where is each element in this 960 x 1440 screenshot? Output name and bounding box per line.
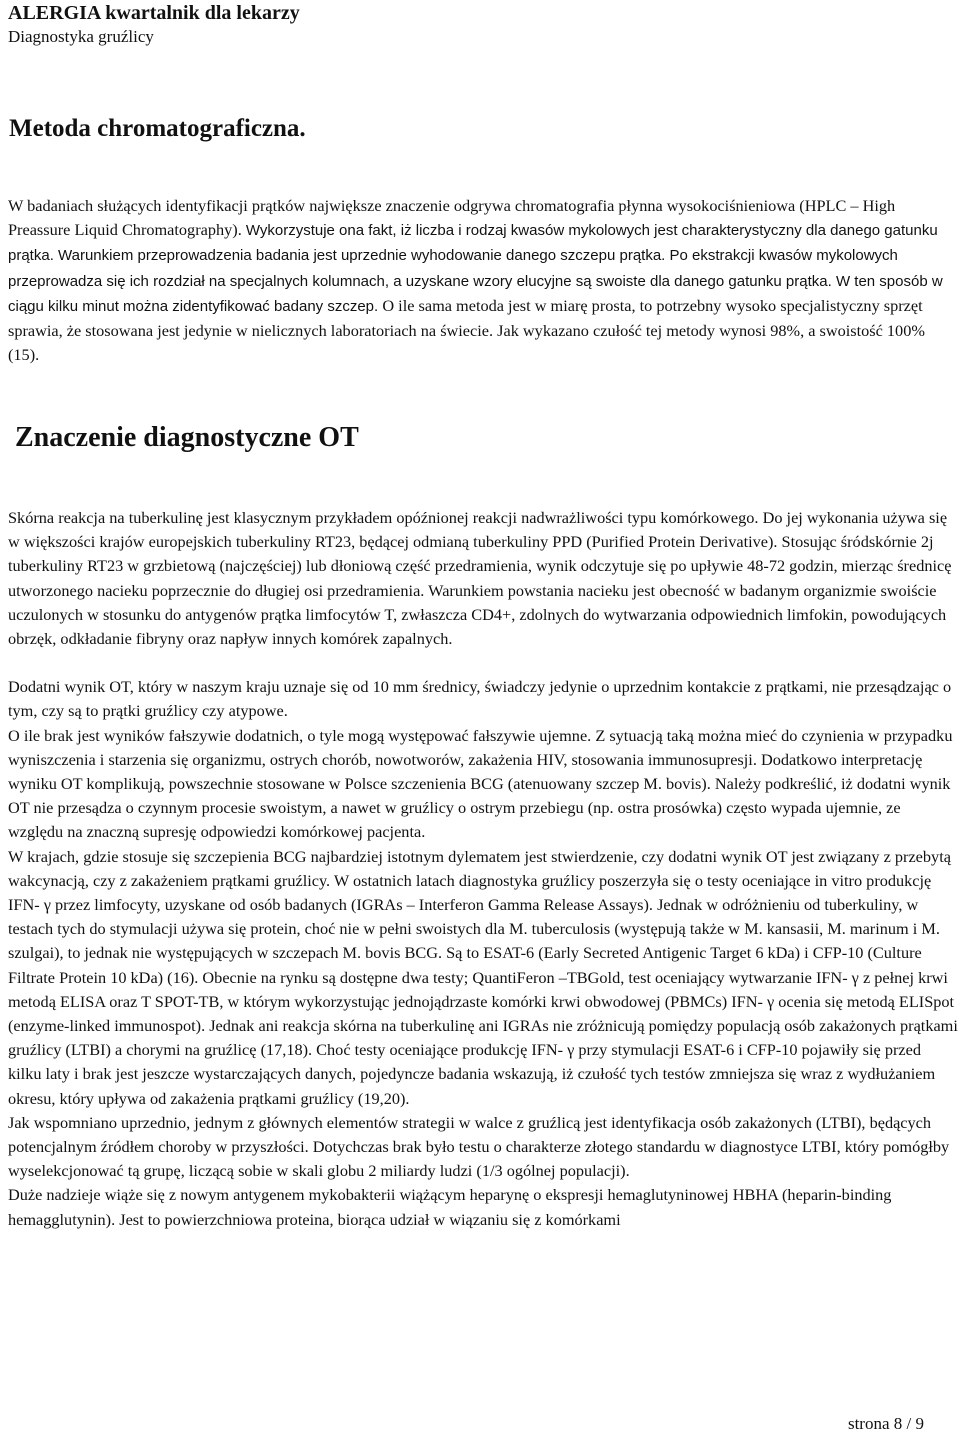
paragraph-diagnostic-1: Skórna reakcja na tuberkulinę jest klasycznym przykładem opóźnionej reakcji nadwrażliwości typu komórkowego. Do jej wykonania używa się w większości krajów europejskich tuberkuliny RT23, będącej odmianą tuberkuliny PPD (Purified Protein Derivative). Stosując śródskórnie 2j tuberkuliny RT23 w grzbietową (najczęściej) lub dłoniową część przedramienia, wynik odczytuje się po upływie 48-72 godzin, mierząc średnicę utworzonego nacieku poprzecznie do długiej osi przedramienia. Warunkiem powstania nacieku jest obecność w badanym organizmie swoiście uczulonych w stosunku do antygenów prątka limfocytów T, zwłaszcza CD4+, zdolnych do wytwarzania odpowiednich limfokin, powodujących obrzęk, odkładanie fibryny oraz napływ innych komórek zapalnych.: [8, 508, 952, 649]
page-number: strona 8 / 9: [847, 1414, 924, 1433]
paragraph-gap: [8, 651, 958, 675]
paragraph-diagnostic-3: O ile brak jest wyników fałszywie dodatnich, o tyle mogą występować fałszywie ujemne. Z sytuacją taką można mieć do czynienia w przypadku wyniszczenia i starzenia się organizmu, ostrych chorób, nowotworów, zakażenia HIV, stosowania immunosupresji. Dodatkowo interpretację wyniku OT komplikują, powszechnie stosowane w Polsce szczenienia BCG (atenuowany szczep M. bovis). Należy podkreślić, iż dodatni wynik OT nie przesądza o czynnym procesie swoistym, a nawet w gruźlicy o ostrym przebiegu (np. ostra prosówka) często wypada ujemnie, ze względu na znaczną supresję odpowiedzi komórkowej pacjenta.: [8, 725, 953, 842]
section-body-diagnostic: [8, 506, 958, 1232]
paragraph-method-part2: Wykorzystuje ona fakt, iż liczba i rodzaj kwasów mykolowych jest charakterystyczny dla danego gatunku prątka. Warunkiem przeprowadzenia badania jest uprzednie wyhodowanie danego szczepu prątka. Po ekstrakcji kwasów mykolowych przeprowadza się ich rozdział na specjalnych kolumnach, a uzyskane wzory elucyjne są swoiste dla danego gatunku prątka. W ten sposób w ciągu kilku minut można zidentyfikować badany szczep.: [8, 222, 943, 315]
paragraph-diagnostic-5: Jak wspomniano uprzednio, jednym z głównych elementów strategii w walce z gruźlicą jest identyfikacja osób zakażonych (LTBI), będących potencjalnym źródłem choroby w przyszłości. Dotychczas brak było testu o charakterze złotego standardu w diagnostyce LTBI, który pomógłby wyselekcjonować tą grupę, liczącą sobie w skali globu 2 miliardy ludzi (1/3 ogólnej populacji).: [8, 1112, 950, 1181]
section-heading-diagnostic: Znaczenie diagnostyczne OT: [15, 422, 359, 453]
paragraph-method-part3: O ile sama metoda jest w miarę prosta, to potrzebny wysoko specjalistyczny sprzęt sprawia, że stosowana jest jedynie w nielicznych laboratoriach na świecie. Jak wykazano czułość tej metody wynosi 98%, a swoistość 100% (15).: [8, 295, 925, 365]
paragraph-diagnostic-2: Dodatni wynik OT, który w naszym kraju uznaje się od 10 mm średnicy, świadczy jedynie o uprzednim kontakcie z prątkami, nie przesądzając o tym, czy są to prątki gruźlicy czy atypowe.: [8, 677, 952, 721]
paragraph-diagnostic-6: Duże nadzieje wiąże się z nowym antygenem mykobakterii wiążącym heparynę o ekspresji hemaglutyninowej HBHA (heparin-binding hemagglutynin). Jest to powierzchniowa proteina, biorąca udział w wiązaniu się z komórkami: [8, 1185, 892, 1229]
paragraph-method-part1: W badaniach służących identyfikacji prątków największe znaczenie odgrywa chromatografia płynna wysokociśnieniowa (HPLC – High Preassure Liquid Chromatography).: [8, 196, 896, 240]
article-subtitle: Diagnostyka gruźlicy: [8, 27, 154, 46]
paragraph-method: [8, 194, 958, 367]
paragraph-diagnostic-4: W krajach, gdzie stosuje się szczepienia BCG najbardziej istotnym dylematem jest stwierdzenie, czy dodatni wynik OT jest związany z przebytą wakcynacją, czy z zakażeniem prątkami gruźlicy. W ostatnich latach diagnostyka gruźlicy poszerzyła się o testy oceniające in vitro produkcję IFN- γ przez limfocyty, uzyskane od osób badanych (IGRAs – Interferon Gamma Release Assays). Jednak w odróżnieniu od tuberkuliny, w testach tych do stymulacji używa się protein, choć nie w pełni swoistych dla M. tuberculosis (występują także w M. kansasii, M. marinum i M. szulgai), to jednak nie występujących w szczepach M. bovis BCG. Są to ESAT-6 (Early Secreted Antigenic Target 6 kDa) i CFP-10 (Culture Filtrate Protein 10 kDa) (16). Obecnie na rynku są dostępne dwa testy; QuantiFeron –TBGold, test oceniający wytwarzanie IFN- γ z pełnej krwi metodą ELISA oraz T SPOT-TB, w którym wykorzystując jednojądrzaste komórki krwi obwodowej (PBMCs) IFN- γ ocenia się metodą ELISpot (enzyme-linked immunospot). Jednak ani reakcja skórna na tuberkulinę ani IGRAs nie zróżnicują pomiędzy populacją osób zakażonych prątkami gruźlicy (LTBI) a chorymi na gruźlicę (17,18). Choć testy oceniające produkcję IFN- γ przy stymulacji ESAT-6 i CFP-10 pojawiły się przed kilku laty i brak jest jeszcze wystarczających danych, pojedyncze badania wskazują, iż czułość tych testów zmniejsza się wraz z wydłużaniem okresu, który upływa od zakażenia prątkami gruźlicy (19,20).: [8, 846, 958, 1108]
journal-title: ALERGIA kwartalnik dla lekarzy: [8, 2, 300, 24]
section-heading-method: Metoda chromatograficzna.: [9, 115, 306, 142]
page-header: [8, 0, 300, 48]
